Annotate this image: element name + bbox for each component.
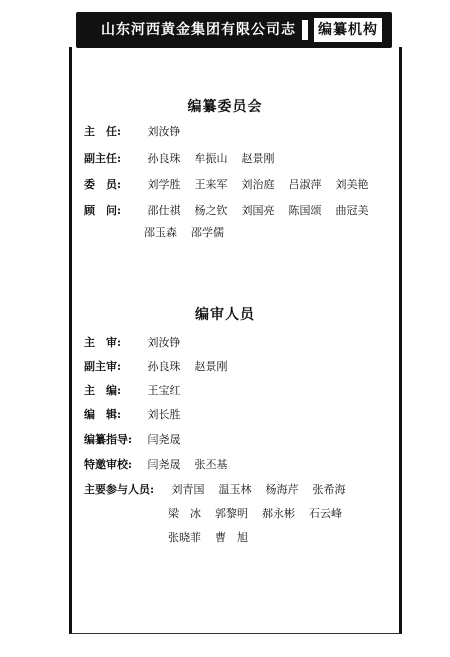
row-deputy-reviewer bbox=[84, 358, 242, 374]
header-divider bbox=[302, 20, 308, 40]
row-director bbox=[84, 123, 195, 139]
invited-reviewers-label: 特邀审校: bbox=[84, 458, 133, 471]
person-name: 刘汝铮 bbox=[147, 336, 181, 349]
members-label: 委 员: bbox=[84, 178, 122, 191]
row-participants-cont-1 bbox=[168, 505, 356, 521]
person-name: 刘美艳 bbox=[335, 178, 369, 191]
person-name: 张希海 bbox=[312, 483, 346, 496]
person-name: 邵仕祺 bbox=[147, 204, 181, 217]
person-name: 孙良珠 bbox=[147, 152, 181, 165]
person-name: 刘青国 bbox=[171, 483, 205, 496]
deputy-reviewer-label: 副主审: bbox=[84, 360, 122, 373]
person-name: 杨之钦 bbox=[194, 204, 228, 217]
editor-label: 编 辑: bbox=[84, 408, 122, 421]
row-participants-cont-2 bbox=[168, 529, 262, 545]
person-name: 郭黎明 bbox=[215, 507, 248, 520]
row-chief-reviewer bbox=[84, 334, 195, 350]
person-name: 刘长胜 bbox=[147, 408, 181, 421]
row-advisors bbox=[84, 202, 383, 218]
row-invited-reviewers bbox=[84, 456, 242, 472]
person-name: 温玉林 bbox=[218, 483, 252, 496]
director-label: 主 任: bbox=[84, 125, 122, 138]
person-name: 王来军 bbox=[194, 178, 228, 191]
chief-reviewer-label: 主 审: bbox=[84, 336, 122, 349]
row-chief-editor bbox=[84, 382, 195, 398]
row-members bbox=[84, 176, 383, 192]
person-name: 张晓菲 bbox=[168, 531, 201, 544]
person-name: 王宝红 bbox=[147, 384, 181, 397]
person-name: 石云峰 bbox=[309, 507, 342, 520]
participants-label: 主要参与人员: bbox=[84, 483, 155, 496]
row-guidance bbox=[84, 431, 195, 447]
person-name: 赵景刚 bbox=[241, 152, 275, 165]
row-deputy-director bbox=[84, 150, 289, 166]
section-tag: 编纂机构 bbox=[314, 18, 382, 42]
person-name: 郝永彬 bbox=[262, 507, 295, 520]
row-editor bbox=[84, 406, 195, 422]
person-name: 闫尧晟 bbox=[147, 433, 181, 446]
person-name: 牟振山 bbox=[194, 152, 228, 165]
book-header bbox=[96, 18, 387, 42]
person-name: 吕淑萍 bbox=[288, 178, 322, 191]
deputy-director-label: 副主任: bbox=[84, 152, 122, 165]
person-name: 张丕基 bbox=[194, 458, 228, 471]
row-advisors-cont bbox=[144, 224, 238, 240]
person-name: 刘汝铮 bbox=[147, 125, 181, 138]
person-name: 陈国颂 bbox=[288, 204, 322, 217]
committee-title: 编纂委员会 bbox=[187, 99, 263, 115]
book-title: 山东河西黄金集团有限公司志 bbox=[101, 22, 296, 38]
person-name: 闫尧晟 bbox=[147, 458, 181, 471]
person-name: 梁 冰 bbox=[168, 507, 201, 520]
person-name: 刘国亮 bbox=[241, 204, 275, 217]
editors-title: 编审人员 bbox=[195, 307, 255, 323]
person-name: 孙良珠 bbox=[147, 360, 181, 373]
person-name: 邵玉森 bbox=[144, 226, 177, 239]
person-name: 曲冠美 bbox=[335, 204, 369, 217]
chief-editor-label: 主 编: bbox=[84, 384, 122, 397]
person-name: 赵景刚 bbox=[194, 360, 228, 373]
advisors-label: 顾 问: bbox=[84, 204, 122, 217]
person-name: 曹 旭 bbox=[215, 531, 248, 544]
person-name: 邵学儒 bbox=[191, 226, 224, 239]
guidance-label: 编纂指导: bbox=[84, 433, 133, 446]
person-name: 刘学胜 bbox=[147, 178, 181, 191]
row-participants bbox=[84, 481, 360, 497]
person-name: 杨海芹 bbox=[265, 483, 299, 496]
person-name: 刘治庭 bbox=[241, 178, 275, 191]
